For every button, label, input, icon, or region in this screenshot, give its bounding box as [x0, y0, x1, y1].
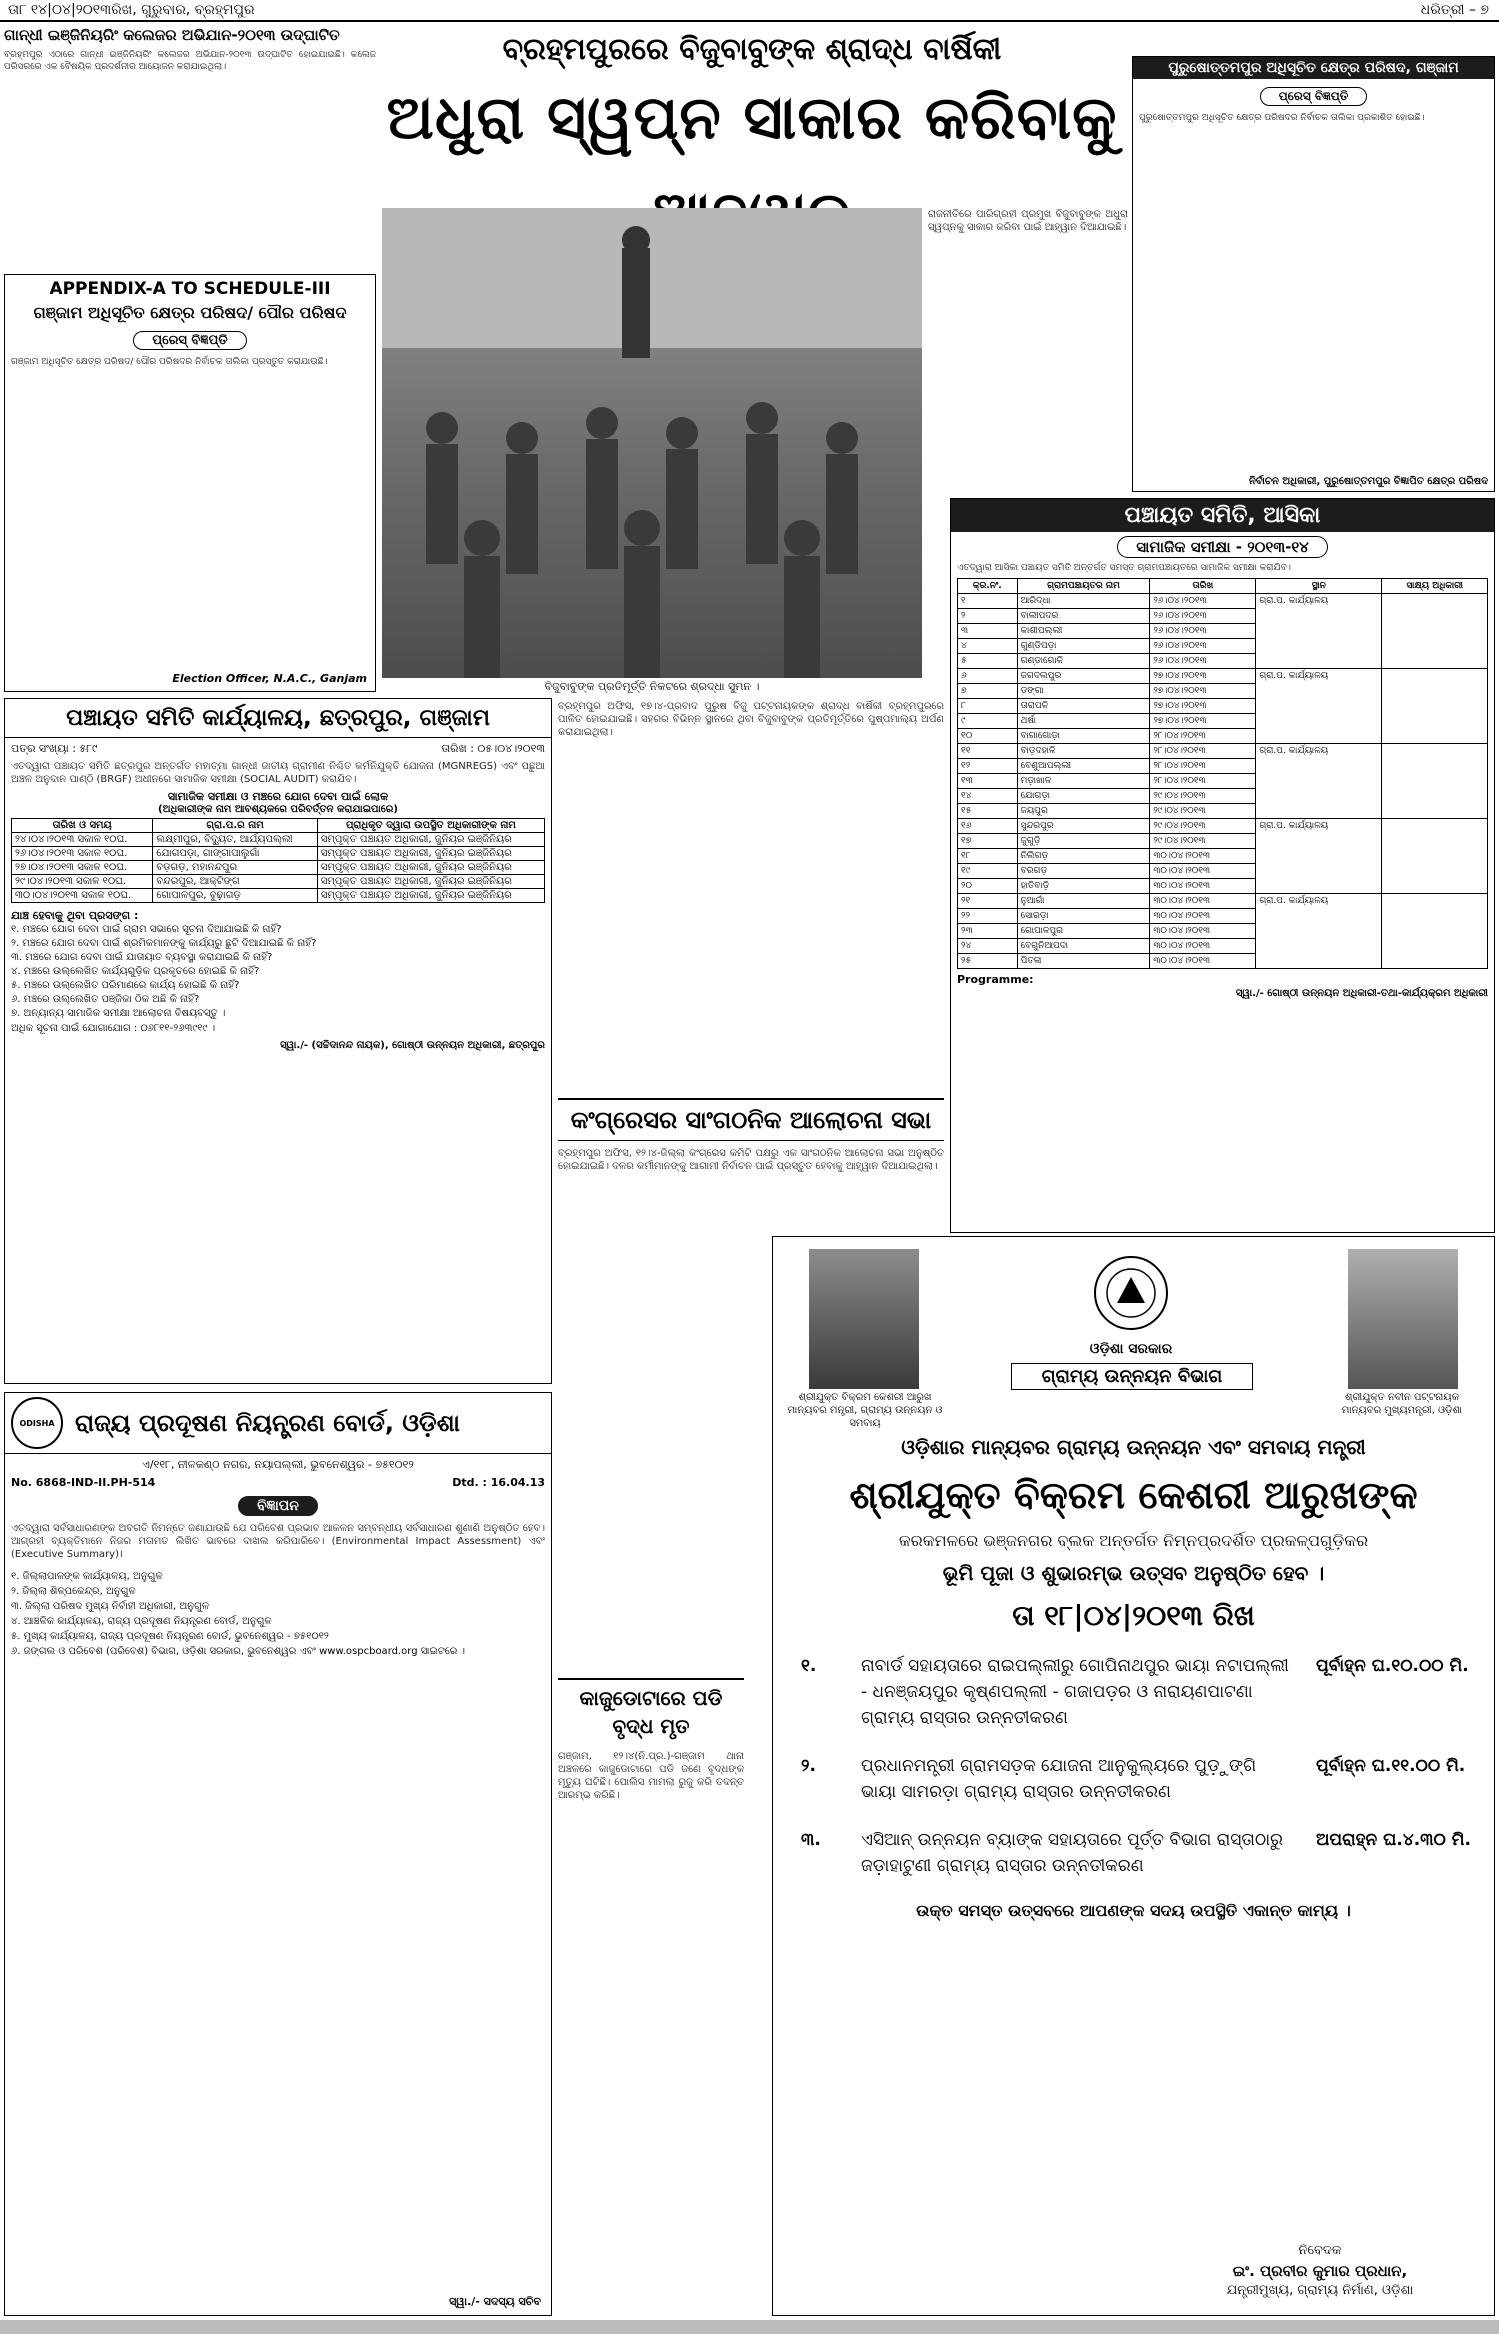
page-footer-bar: [0, 2320, 1499, 2334]
chhatrapur-intro: ଏତଦ୍ୱାରା ପଞ୍ଚାୟତ ସମିତି ଛତ୍ରପୁର ଅନ୍ତର୍ଗତ ମହାତ୍ମା ଗାନ୍ଧୀ ଜାତୀୟ ଗ୍ରାମୀଣ ନିଶ୍ଚିତ କର୍ମନିଯୁକ୍ତି ଯୋଜନା (MGNREGS) ଏବଂ ପଛୁଆ ଅଞ୍ଚଳ ଅନୁଦାନ ପାଣ୍ଠି (BRGF) ଅଧୀନରେ ସାମାଜିକ ସମୀକ୍ଷା (SOCIAL AUDIT) କରାଯିବ।: [11, 761, 545, 785]
ad-sign-role: ଯନ୍ତ୍ରୀମୁଖ୍ୟ, ଗ୍ରାମ୍ୟ ନିର୍ମାଣ, ଓଡ଼ିଶା: [1226, 2283, 1414, 2298]
congress-body: ବ୍ରହ୍ମପୁର ଅଫିସ, ୧୨।୪-ଜିଲ୍ଲା କଂଗ୍ରେସ କମିଟି ପକ୍ଷରୁ ଏକ ସାଂଗଠନିକ ଆଲୋଚନା ସଭା ଅନୁଷ୍ଠିତ ହୋଇଯାଇଛି। ଦଳର କର୍ମୀମାନଙ୍କୁ ଆଗାମୀ ନିର୍ବାଚନ ପାଇଁ ପ୍ରସ୍ତୁତ ହେବାକୁ ଆହ୍ୱାନ ଦିଆଯାଇଥିଲା।: [558, 1148, 944, 1172]
asika-header-cell: କ୍ର.ନଂ.: [958, 579, 1018, 594]
project-text: ଏସିଆନ୍ ଉନ୍ନୟନ ବ୍ୟାଙ୍କ ସହାୟତାରେ ପୂର୍ତ୍ତ ବିଭାଗ ରାସ୍ତାଠାରୁ ଜଡ଼ାହାଟୁଣୀ ଗ୍ରାମ୍ୟ ରାସ୍ତାର ଉନ୍ନତୀକରଣ: [861, 1830, 1283, 1876]
table-row: [12, 875, 545, 889]
list-item: ୩. ଜିଲ୍ଲା ପରିଷଦ ମୁଖ୍ୟ ନିର୍ବାହୀ ଅଧିକାରୀ, ଅନୁଗୁଳ: [11, 1601, 210, 1612]
asika-table: [957, 578, 1488, 969]
project-time: ଅପରାହ୍ନ ଘ.୪.୩୦ ମି.: [1316, 1830, 1471, 1850]
table-cell: ୯: [958, 714, 1018, 729]
chhatrapur-header-cell: ପ୍ରାଧିକୃତ ଦ୍ୱାରା ଉପସ୍ଥିତ ଅଧିକାରୀଙ୍କ ନାମ: [317, 819, 544, 833]
table-cell: ବାଗାଗୋଡ଼ା: [1017, 729, 1150, 744]
bijubabu-story-body: ବ୍ରହ୍ମପୁର ଅଫିସ, ୧୭।୪-ପ୍ରବାଦ ପୁରୁଷ ବିଜୁ ପଟ୍ଟନାୟକଙ୍କ ଶ୍ରାଦ୍ଧ ବାର୍ଷିକୀ ବ୍ରହ୍ମପୁରରେ ପାଳିତ ହୋଇଯାଇଛି। ସହରର ବିଭିନ୍ନ ସ୍ଥାନରେ ଥିବା ବିଜୁବାବୁଙ୍କ ପ୍ରତିମୂର୍ତ୍ତିରେ ପୁଷ୍ପମାଲ୍ୟ ଅର୍ପଣ କରାଯାଇଥିଲା।: [558, 701, 944, 738]
ad-line3: ଭୂମି ପୂଜା ଓ ଶୁଭାରମ୍ଭ ଉତ୍ସବ ଅନୁଷ୍ଠିତ ହେବ ।: [942, 1561, 1325, 1585]
project-text: ପ୍ରଧାନମନ୍ତ୍ରୀ ଗ୍ରାମସଡ଼କ ଯୋଜନା ଆନୁକୁଲ୍ୟରେ ପୁଡ଼ୁଙ୍ଗି ଭାୟା ସାମରଡ଼ା ଗ୍ରାମ୍ୟ ରାସ୍ତାର ଉନ୍ନତୀକରଣ: [861, 1756, 1257, 1802]
asika-header-cell: ତାରିଖ: [1150, 579, 1256, 594]
asika-subtitle: ସାମାଜିକ ସମୀକ୍ଷା - ୨୦୧୩-୧୪: [1117, 536, 1328, 558]
table-cell: ୩୦।୦୪।୨୦୧୩: [1150, 849, 1256, 864]
chief-minister-photo: [1348, 1249, 1458, 1389]
table-row: [12, 847, 545, 861]
table-cell: ୨୭।୦୪।୨୦୧୩: [1150, 699, 1256, 714]
ad-closing: ଉକ୍ତ ସମସ୍ତ ଉତ୍ସବରେ ଆପଣଙ୍କ ସଦୟ ଉପସ୍ଥିତି ଏକାନ୍ତ କାମ୍ୟ ।: [916, 1901, 1351, 1920]
table-row: [958, 744, 1488, 759]
pollution-date: Dtd. : 16.04.13: [452, 1476, 545, 1489]
asika-programme-label: Programme:: [957, 973, 1034, 986]
table-cell: ନିଲିଗଡ଼: [1017, 849, 1150, 864]
appendix-signature: Election Officer, N.A.C., Ganjam: [172, 672, 367, 685]
list-item: ୨. ଜିଲ୍ଲା ଶିଳ୍ପକେନ୍ଦ୍ର, ଅନୁଗୁଳ: [11, 1586, 136, 1597]
dept-label: ଗ୍ରାମ୍ୟ ଉନ୍ନୟନ ବିଭାଗ: [1011, 1363, 1253, 1390]
table-cell: ଗ୍ରା.ପ. କାର୍ଯ୍ୟାଳୟ: [1256, 669, 1382, 744]
table-cell: ଗୋପାଳପୁର: [1017, 924, 1150, 939]
table-cell: ୩୦।୦୪।୨୦୧୩: [1150, 894, 1256, 909]
table-cell: ସମ୍ପୃକ୍ତ ପଞ୍ଚାୟତ ଅଧିକାରୀ, ଜୁନିୟର ଇଞ୍ଜିନିୟର: [317, 861, 544, 875]
table-cell: କାଶୀପଲ୍ଲୀ: [1017, 624, 1150, 639]
table-cell: [1382, 669, 1488, 744]
asika-header-cell: ସାକ୍ଷ୍ୟ ଅଧିକାରୀ: [1382, 579, 1488, 594]
table-cell: ସୁନ୍ଦରପୁର: [1017, 819, 1150, 834]
purushottampur-notice: [1132, 56, 1495, 492]
list-item: ୫. ମଞ୍ଚରେ ଉଲ୍ଲେଖିତ ପରିମାଣରେ କାର୍ଯ୍ୟ ହୋଇଛି କି ନାହିଁ?: [11, 980, 240, 991]
photo-illustration: [382, 208, 922, 678]
table-cell: ବାଡ଼ଦହାଳି: [1017, 744, 1150, 759]
page-number: ଧରିତ୍ରୀ – ୭: [1420, 2, 1489, 18]
left-story-title: ଗାନ୍ଧୀ ଇଞ୍ଜିନିୟରିଂ କଲେଜର ଅଭିଯାନ-୨୦୧୩ ଉଦ୍‌ଘାଟିତ: [4, 26, 340, 44]
minister-name: ଶ୍ରୀଯୁକ୍ତ ବିକ୍ରମ କେଶରୀ ଆରୁଖଙ୍କ: [849, 1473, 1418, 1517]
table-cell: ୭: [958, 684, 1018, 699]
table-cell: ୨୪: [958, 939, 1018, 954]
table-cell: ୨୩: [958, 924, 1018, 939]
table-cell: ନୁଆଗାଁ: [1017, 894, 1150, 909]
table-cell: ବେଣୁଆପଲ୍ଲୀ: [1017, 759, 1150, 774]
chhatrapur-header-cell: ତାରିଖ ଓ ସମୟ: [12, 819, 153, 833]
table-cell: ୧୩: [958, 774, 1018, 789]
table-cell: ୨: [958, 609, 1018, 624]
table-cell: ୨୨: [958, 909, 1018, 924]
table-cell: ୧୮: [958, 849, 1018, 864]
gov-label: ଓଡ଼ିଶା ସରକାର: [1089, 1341, 1173, 1357]
table-cell: ସମ୍ପୃକ୍ତ ପଞ୍ଚାୟତ ଅଧିକାରୀ, ଜୁନିୟର ଇଞ୍ଜିନିୟର: [317, 833, 544, 847]
table-cell: ୨୬।୦୪।୨୦୧୩: [1150, 624, 1256, 639]
table-cell: ୪: [958, 639, 1018, 654]
project-time: ପୂର୍ବାହ୍ନ ଘ.୧୧.୦୦ ମି.: [1316, 1756, 1466, 1776]
list-item: ୩. ମଞ୍ଚରେ ଯୋଗ ଦେବା ପାଇଁ ଯାତାୟାତ ବ୍ୟବସ୍ଥା କରାଯାଇଛି କି ନାହିଁ?: [11, 952, 273, 963]
main-headline: ଅଧୁରା ସ୍ୱପ୍ନ ସାକାର କରିବାକୁ: [386, 83, 1118, 153]
chhatrapur-table-sub: (ଅଧିକାରୀଙ୍କ ନାମ ଆବଶ୍ୟକରେ ପରିବର୍ତ୍ତନ କରାଯାଇପାରେ): [158, 804, 398, 815]
table-cell: ୨୫: [958, 954, 1018, 969]
headline-side-text: ରାଜନୀତିରେ ପାରିଗ୍ରହୀ ପ୍ରମୁଖ ବିଜୁବାବୁଙ୍କ ଅଧୁରା ସ୍ୱପ୍ନକୁ ସାକାର କରିବା ପାଇଁ ଆହ୍ୱାନ ଦିଆଯାଇଛି।: [928, 209, 1128, 233]
table-cell: ଡଙ୍ଗା: [1017, 684, 1150, 699]
minister-photo: [809, 1249, 919, 1389]
appendix-body: ଗଞ୍ଜାମ ଅଧିସୂଚିତ କ୍ଷେତ୍ର ପରିଷଦ/ ପୌର ପରିଷଦର ନିର୍ବାଚକ ତାଲିକା ପ୍ରସ୍ତୁତ କରାଯାଉଛି।: [11, 357, 328, 367]
project-time: ପୂର୍ବାହ୍ନ ଘ.୧୦.୦୦ ମି.: [1316, 1656, 1469, 1676]
project-item: [781, 1827, 1486, 1879]
chhatrapur-contact: ଅଧିକ ସୂଚନା ପାଇଁ ଯୋଗାଯୋଗ : ୦୬୮୧୧-୨୬୩୯୧୯ ।: [11, 1023, 216, 1034]
chhatrapur-table: [11, 818, 545, 903]
table-cell: ୨୮।୦୪।୨୦୧୩: [1150, 729, 1256, 744]
table-row: [958, 594, 1488, 609]
table-cell: ଲକ୍ଷ୍ମୀପୁର, ବିଦ୍ୟୁତ, ଆର୍ଯ୍ୟପଲ୍ଲୀ: [153, 833, 318, 847]
minister-role: ମାନ୍ୟବର ମନ୍ତ୍ରୀ, ଗ୍ରାମ୍ୟ ଉନ୍ନୟନ ଓ ସମବାୟ: [787, 1405, 943, 1429]
table-cell: ଯୋଗଡ଼ା: [1017, 789, 1150, 804]
table-cell: [1382, 594, 1488, 669]
chhatrapur-signature: ସ୍ୱା./- (ସଚ୍ଚିଦାନନ୍ଦ ନାୟକ), ଗୋଷ୍ଠୀ ଉନ୍ନୟନ ଅଧିକାରୀ, ଛତ୍ରପୁର: [280, 1040, 545, 1051]
table-cell: ୨୭।୦୪।୨୦୧୩ ସକାଳ ୧୦ଘ.: [12, 861, 153, 875]
table-cell: ୨୬।୦୪।୨୦୧୩: [1150, 594, 1256, 609]
table-cell: ଗୁଣ୍ଡିପଡ଼ା: [1017, 639, 1150, 654]
table-row: [958, 819, 1488, 834]
list-item: ୨. ମଞ୍ଚରେ ଯୋଗ ଦେବା ପାଇଁ ଶ୍ରମିକମାନଙ୍କୁ କାର୍ଯ୍ୟରୁ ଛୁଟି ଦିଆଯାଇଛି କି ନାହିଁ?: [11, 938, 317, 949]
table-cell: ୨୭।୦୪।୨୦୧୩: [1150, 714, 1256, 729]
asika-header-cell: ଗ୍ରାମପଞ୍ଚାୟତର ନାମ: [1017, 579, 1150, 594]
table-cell: ୨୯।୦୪।୨୦୧୩: [1150, 789, 1256, 804]
table-cell: ୨୧: [958, 894, 1018, 909]
accident-story: [558, 1678, 744, 2316]
table-cell: ୨୦: [958, 879, 1018, 894]
table-cell: ୧୫: [958, 804, 1018, 819]
chhatrapur-table-title: ସାମାଜିକ ସମୀକ୍ଷା ଓ ମଞ୍ଚରେ ଯୋଗ ଦେବା ପାଇଁ ଲୋକ: [167, 790, 389, 803]
table-cell: ୨୭।୦୪।୨୦୧୩: [1150, 684, 1256, 699]
list-item: ୬. ଜଙ୍ଗଲ ଓ ପରିବେଶ (ପରିବେଶ) ବିଭାଗ, ଓଡ଼ିଶା ସରକାର, ଭୁବନେଶ୍ୱର ଏବଂ www.ospcboard.org ସାଇଟରେ ।: [11, 1646, 466, 1657]
table-cell: ୧୭: [958, 834, 1018, 849]
ad-sign-label: ନିବେଦକ: [1298, 2243, 1342, 2258]
minister-caption: ଶ୍ରୀଯୁକ୍ତ ବିକ୍ରମ କେଶରୀ ଆରୁଖ: [798, 1392, 932, 1403]
appendix-title: APPENDIX-A TO SCHEDULE-III: [49, 279, 331, 299]
table-cell: ବେଗୁନିଆପଦା: [1017, 939, 1150, 954]
table-cell: [1382, 744, 1488, 819]
table-cell: ୨୬।୦୪।୨୦୧୩: [1150, 609, 1256, 624]
table-cell: ଗୋପାଳପୁର, ବୁଢ଼ାଗଡ଼: [153, 889, 318, 903]
table-cell: ବରଗଡ଼: [1017, 864, 1150, 879]
table-cell: ୩୦।୦୪।୨୦୧୩: [1150, 909, 1256, 924]
odisha-emblem-icon: [1081, 1251, 1181, 1341]
pollution-badge: ବିଜ୍ଞାପନ: [238, 1496, 318, 1516]
list-item: ୫. ମୁଖ୍ୟ କାର୍ଯ୍ୟାଳୟ, ରାଜ୍ୟ ପ୍ରଦୂଷଣ ନିୟନ୍ତ୍ରଣ ବୋର୍ଡ, ଭୁବନେଶ୍ୱର - ୭୫୧୦୧୨: [11, 1631, 329, 1642]
headline-kicker: ବ୍ରହ୍ମପୁରରେ ବିଜୁବାବୁଙ୍କ ଶ୍ରାଦ୍ଧ ବାର୍ଷିକୀ: [502, 32, 1002, 67]
congress-title: କଂଗ୍ରେସର ସାଂଗଠନିକ ଆଲୋଚନା ସଭା: [558, 1098, 944, 1141]
table-row: [12, 861, 545, 875]
accident-body: ଗଞ୍ଜାମ, ୧୨।୪(ନି.ପ୍ର.)-ଗଞ୍ଜାମ ଥାନା ଅଞ୍ଚଳରେ କାଜୁଡୋଟାରେ ପଡି ଜଣେ ବୃଦ୍ଧଙ୍କ ମୃତ୍ୟୁ ଘଟିଛି। ପୋଲିସ ମାମଲା ରୁଜୁ କରି ତଦନ୍ତ ଆରମ୍ଭ କରିଛି।: [558, 1751, 744, 1801]
table-cell: ୮: [958, 699, 1018, 714]
rural-development-ad: [772, 1236, 1495, 2316]
cm-role: ମାନ୍ୟବର ମୁଖ୍ୟମନ୍ତ୍ରୀ, ଓଡ଼ିଶା: [1341, 1405, 1463, 1416]
ad-date-line: ତା ୧୮|୦୪|୨୦୧୩ ରିଖ: [1012, 1599, 1255, 1632]
table-cell: ପିତଳା: [1017, 954, 1150, 969]
date-line: ତା୮ ୧୪|୦୪|୨୦୧୩ରିଖ, ଗୁରୁବାର, ବ୍ରହ୍ମପୁର: [8, 2, 255, 18]
asika-title: ପଞ୍ଚାୟତ ସମିତି, ଆସିକା: [951, 499, 1494, 532]
ad-line2: କରକମଳରେ ଭଞ୍ଜନଗର ବ୍ଲକ ଅନ୍ତର୍ଗତ ନିମ୍ନପ୍ରଦର୍ଶିତ ପ୍ରକଳ୍ପଗୁଡ଼ିକର: [898, 1531, 1369, 1550]
project-item: [781, 1753, 1486, 1805]
project-item: [781, 1653, 1486, 1731]
table-cell: ଗ୍ରା.ପ. କାର୍ଯ୍ୟାଳୟ: [1256, 594, 1382, 669]
table-cell: ୩୦।୦୪।୨୦୧୩: [1150, 954, 1256, 969]
list-item: ୬. ମଞ୍ଚରେ ଉଲ୍ଲେଖିତ ପଞ୍ଜିକା ଠିକ ଅଛି କି ନାହିଁ?: [11, 994, 200, 1005]
table-cell: ୧: [958, 594, 1018, 609]
table-cell: ସମ୍ପୃକ୍ତ ପଞ୍ଚାୟତ ଅଧିକାରୀ, ଜୁନିୟର ଇଞ୍ଜିନିୟର: [317, 875, 544, 889]
table-cell: ଥର୍ଷା: [1017, 714, 1150, 729]
list-item: ୪. ମଞ୍ଚରେ ଉଲ୍ଲେଖିତ କାର୍ଯ୍ୟଗୁଡ଼ିକ ପ୍ରକୃତରେ ହୋଇଛି କି ନାହିଁ?: [11, 966, 260, 977]
list-item: ୭. ଅନ୍ୟାନ୍ୟ ସାମାଜିକ ସମୀକ୍ଷା ଆଲୋଚନା ବିଷୟବସ୍ତୁ ।: [11, 1008, 226, 1019]
page-header: [0, 0, 1499, 22]
table-cell: ୨୮।୦୪।୨୦୧୩: [1150, 759, 1256, 774]
list-item: ୪. ଆଞ୍ଚଳିକ କାର୍ଯ୍ୟାଳୟ, ରାଜ୍ୟ ପ୍ରଦୂଷଣ ନିୟନ୍ତ୍ରଣ ବୋର୍ଡ, ଅନୁଗୁଳ: [11, 1616, 272, 1627]
pollution-ref-no: No. 6868-IND-II.PH-514: [11, 1476, 156, 1489]
project-list: [781, 1653, 1486, 1879]
table-cell: ଗ୍ରା.ପ. କାର୍ଯ୍ୟାଳୟ: [1256, 744, 1382, 819]
table-cell: ୨୭।୦୪।୨୦୧୩: [1150, 669, 1256, 684]
table-cell: ସୋରଡ଼ା: [1017, 909, 1150, 924]
purushottampur-body: ପୁରୁଷୋତ୍ତମପୁର ଅଧିସୂଚିତ କ୍ଷେତ୍ର ପରିଷଦର ନିର୍ବାଚକ ତାଲିକା ପ୍ରକାଶିତ ହୋଇଛି।: [1139, 113, 1425, 123]
table-cell: ୨୮।୦୪।୨୦୧୩: [1150, 774, 1256, 789]
table-cell: ୧୦: [958, 729, 1018, 744]
purushottampur-signature: ନିର୍ବାଚନ ଅଧିକାରୀ, ପୁରୁଷୋତ୍ତମପୁର ବିଜ୍ଞାପିତ କ୍ଷେତ୍ର ପରିଷଦ: [1248, 476, 1488, 487]
table-cell: ଗ୍ରା.ପ. କାର୍ଯ୍ୟାଳୟ: [1256, 894, 1382, 969]
table-cell: ୨୬।୦୪।୨୦୧୩ ସକାଳ ୧୦ଘ.: [12, 847, 153, 861]
table-cell: ୩: [958, 624, 1018, 639]
table-cell: ଗଣ୍ଡାଗୋଳି: [1017, 654, 1150, 669]
table-cell: ମଡ଼ାଖାଳ: [1017, 774, 1150, 789]
table-cell: ୩୦।୦୪।୨୦୧୩ ସକାଳ ୧୦ଘ.: [12, 889, 153, 903]
appendix-subtitle: ଗଞ୍ଜାମ ଅଧିସୂଚିତ କ୍ଷେତ୍ର ପରିଷଦ/ ପୌର ପରିଷଦ: [33, 303, 347, 322]
ad-line1: ଓଡ଼ିଶାର ମାନ୍ୟବର ଗ୍ରାମ୍ୟ ଉନ୍ନୟନ ଏବଂ ସମବାୟ ମନ୍ତ୍ରୀ: [901, 1435, 1366, 1459]
chhatrapur-notes: [11, 923, 545, 1021]
table-cell: ବନ୍ଦରପୁର, ଆକ୍ଟିଙ୍ଗ: [153, 875, 318, 889]
asika-notice: [950, 498, 1495, 1233]
project-number: ୩.: [801, 1830, 821, 1850]
photo-caption: ବିଜୁବାବୁଙ୍କ ପ୍ରତିମୂର୍ତ୍ତି ନିକଟରେ ଶ୍ରଦ୍ଧା ସୁମନ ।: [544, 680, 760, 693]
appendix-badge: ପ୍ରେସ୍ ବିଜ୍ଞପ୍ତି: [133, 331, 246, 350]
pollution-title: ରାଜ୍ୟ ପ୍ରଦୂଷଣ ନିୟନ୍ତ୍ରଣ ବୋର୍ଡ, ଓଡ଼ିଶା: [75, 1409, 461, 1437]
chhatrapur-date: ତାରିଖ : ୦୫।୦୪।୨୦୧୩: [441, 742, 545, 755]
left-story-body: ବ୍ରହ୍ମପୁର ଏଠାରେ ଗାନ୍ଧୀ ଇଞ୍ଜିନିୟରିଂ କଲେଜର ଅଭିଯାନ-୨୦୧୩ ଉଦ୍‌ଘାଟିତ ହୋଇଯାଇଛି। କଲେଜ ପରିସରରେ ଏକ ବୈଷୟିକ ପ୍ରଦର୍ଶନୀର ଆୟୋଜନ କରାଯାଇଥିଲା।: [4, 50, 376, 72]
project-number: ୨.: [801, 1756, 816, 1776]
table-cell: ୨୬।୦୪।୨୦୧୩: [1150, 654, 1256, 669]
table-cell: ୨୯।୦୪।୨୦୧୩: [1150, 819, 1256, 834]
table-row: [12, 889, 545, 903]
table-cell: ଜୁଗୁଡ଼ି: [1017, 834, 1150, 849]
table-cell: ୩୦।୦୪।୨୦୧୩: [1150, 879, 1256, 894]
table-cell: [1382, 894, 1488, 969]
table-cell: ଜୟପୁର: [1017, 804, 1150, 819]
table-cell: ଯୋଗପଡ଼ା, ଗାଙ୍ଗାପାଲୁଗାଁ: [153, 847, 318, 861]
accident-title: କାଜୁଡୋଟାରେ ପଡି ବୃଦ୍ଧ ମୃତ: [558, 1678, 744, 1744]
tribute-photo: [382, 208, 922, 678]
table-cell: ୨୯।୦୪।୨୦୧୩ ସକାଳ ୧୦ଘ.: [12, 875, 153, 889]
table-cell: ୩୦।୦୪।୨୦୧୩: [1150, 924, 1256, 939]
table-cell: ବାଲୀପଦର: [1017, 609, 1150, 624]
main-headline-block: [382, 30, 1122, 210]
table-cell: ୨୯।୦୪।୨୦୧୩: [1150, 804, 1256, 819]
appendix-notice: [4, 274, 376, 692]
table-cell: ଗ୍ରା.ପ. କାର୍ଯ୍ୟାଳୟ: [1256, 819, 1382, 894]
pollution-board-notice: [4, 1392, 552, 2316]
asika-signature: ସ୍ୱା./- ଗୋଷ୍ଠୀ ଉନ୍ନୟନ ଅଧିକାରୀ-ତଥା-କାର୍ଯ୍ୟକ୍ରମ ଅଧିକାରୀ: [1235, 988, 1488, 999]
project-number: ୧.: [801, 1656, 817, 1676]
ad-sign-name: ଇଂ. ପ୍ରବୀର କୁମାର ପ୍ରଧାନ,: [1232, 2262, 1408, 2280]
table-cell: [1382, 819, 1488, 894]
table-cell: ୨୬।୦୪।୨୦୧୩: [1150, 639, 1256, 654]
table-cell: ୨୪।୦୪।୨୦୧୩ ସକାଳ ୧୦ଘ.: [12, 833, 153, 847]
list-item: ୧. ଜିଲ୍ଲାପାଳଙ୍କ କାର୍ଯ୍ୟାଳୟ, ଅନୁଗୁଳ: [11, 1571, 163, 1582]
table-cell: ୨୮।୦୪।୨୦୧୩: [1150, 744, 1256, 759]
asika-intro: ଏତଦ୍ୱାରା ଆସିକା ପଞ୍ଚାୟତ ସମିତି ଅନ୍ତର୍ଗତ ସମସ୍ତ ଗ୍ରାମପଞ୍ଚାୟତରେ ସାମାଜିକ ସମୀକ୍ଷା କରାଯିବ।: [957, 563, 1291, 573]
asika-header-cell: ସ୍ଥାନ: [1256, 579, 1382, 594]
table-cell: ୧୪: [958, 789, 1018, 804]
table-cell: ୧୧: [958, 744, 1018, 759]
table-cell: ୧୬: [958, 819, 1018, 834]
table-row: [12, 833, 545, 847]
chhatrapur-notice: [4, 698, 552, 1384]
cm-caption: ଶ୍ରୀଯୁକ୍ତ ନବୀନ ପଟ୍ଟନାୟକ: [1345, 1392, 1459, 1403]
table-cell: ଆରିଦ୍ଧା: [1017, 594, 1150, 609]
table-cell: ୫: [958, 654, 1018, 669]
chhatrapur-memo: ପତ୍ର ସଂଖ୍ୟା : ୫୮୯: [11, 742, 98, 755]
table-cell: ତାରାପଳି: [1017, 699, 1150, 714]
list-item: ୧. ମଞ୍ଚରେ ଯୋଗ ଦେବା ପାଇଁ ଗ୍ରାମ ସଭାରେ ସୂଚନା ଦିଆଯାଇଛି କି ନାହିଁ?: [11, 924, 282, 935]
project-text: ନାବାର୍ଡ ସହାୟତାରେ ରାଇପଲ୍ଲୀରୁ ଗୋପିନାଥପୁର ଭାୟା ନଟାପଲ୍ଲୀ - ଧନଞ୍ଜୟପୁର କୃଷ୍ଣପଲ୍ଲୀ - ଗଜାପଡ଼ର ଓ ନାରାୟଣପାଟଣା ଗ୍ରାମ୍ୟ ରାସ୍ତାର ଉନ୍ନତୀକରଣ: [861, 1656, 1289, 1728]
table-cell: ସମ୍ପୃକ୍ତ ପଞ୍ଚାୟତ ଅଧିକାରୀ, ଜୁନିୟର ଇଞ୍ଜିନିୟର: [317, 889, 544, 903]
ospcb-logo-icon: ODISHA: [11, 1397, 63, 1449]
chhatrapur-title: ପଞ୍ଚାୟତ ସମିତି କାର୍ଯ୍ୟାଳୟ, ଛତ୍ରପୁର, ଗଞ୍ଜାମ: [5, 699, 551, 738]
table-cell: ହାତିବାଡ଼ି: [1017, 879, 1150, 894]
table-cell: ୧୯: [958, 864, 1018, 879]
table-cell: ୩୦।୦୪।୨୦୧୩: [1150, 864, 1256, 879]
left-story: [4, 26, 376, 270]
pollution-signature: ସ୍ୱା./- ସଦସ୍ୟ ସଚିବ: [449, 2295, 541, 2308]
table-row: [958, 669, 1488, 684]
pollution-address: ଏ/୧୧୮, ନୀଳକଣ୍ଠ ନଗର, ନୟାପଲ୍ଲୀ, ଭୁବନେଶ୍ୱର - ୭୫୧୦୧୨: [142, 1458, 414, 1471]
chhatrapur-header-cell: ଗ୍ରା.ପ.ର ନାମ: [153, 819, 318, 833]
table-cell: ୬: [958, 669, 1018, 684]
table-cell: ଜଗଦଲପୁର: [1017, 669, 1150, 684]
purushottampur-title: ପୁରୁଷୋତ୍ତମପୁର ଅଧିସୂଚିତ କ୍ଷେତ୍ର ପରିଷଦ, ଗଞ୍ଜାମ: [1133, 57, 1494, 79]
chhatrapur-notes-title: ଯାଞ୍ଚ ହେବାକୁ ଥିବା ପ୍ରସଙ୍ଗ :: [11, 909, 139, 922]
purushottampur-badge: ପ୍ରେସ୍ ବିଜ୍ଞପ୍ତି: [1260, 87, 1368, 106]
table-cell: ବଡ଼ଗଡ଼, ମହାନନ୍ଦପୁର: [153, 861, 318, 875]
table-cell: ୩୦।୦୪।୨୦୧୩: [1150, 939, 1256, 954]
pollution-body: ଏତଦ୍ୱାରା ସର୍ବସାଧାରଣଙ୍କ ଅବଗତି ନିମନ୍ତେ ଜଣାଯାଉଛି ଯେ ପରିବେଶ ପ୍ରଭାବ ଆକଳନ ସମ୍ବନ୍ଧୀୟ ସର୍ବସାଧାରଣ ଶୁଣାଣି ଅନୁଷ୍ଠିତ ହେବ। ଆଗ୍ରହୀ ବ୍ୟକ୍ତିମାନେ ନିଜର ମତାମତ ଲିଖିତ ଭାବରେ ଦାଖଲ କରିପାରିବେ। (Environmental Impact Assessment) ଏବଂ (Executive Summary)।: [11, 1523, 545, 1560]
pollution-list: [11, 1569, 545, 1659]
table-cell: ସମ୍ପୃକ୍ତ ପଞ୍ଚାୟତ ଅଧିକାରୀ, ଜୁନିୟର ଇଞ୍ଜିନିୟର: [317, 847, 544, 861]
table-cell: ୨୯।୦୪।୨୦୧୩: [1150, 834, 1256, 849]
table-cell: ୧୨: [958, 759, 1018, 774]
table-row: [958, 894, 1488, 909]
statue-icon: [622, 248, 650, 358]
